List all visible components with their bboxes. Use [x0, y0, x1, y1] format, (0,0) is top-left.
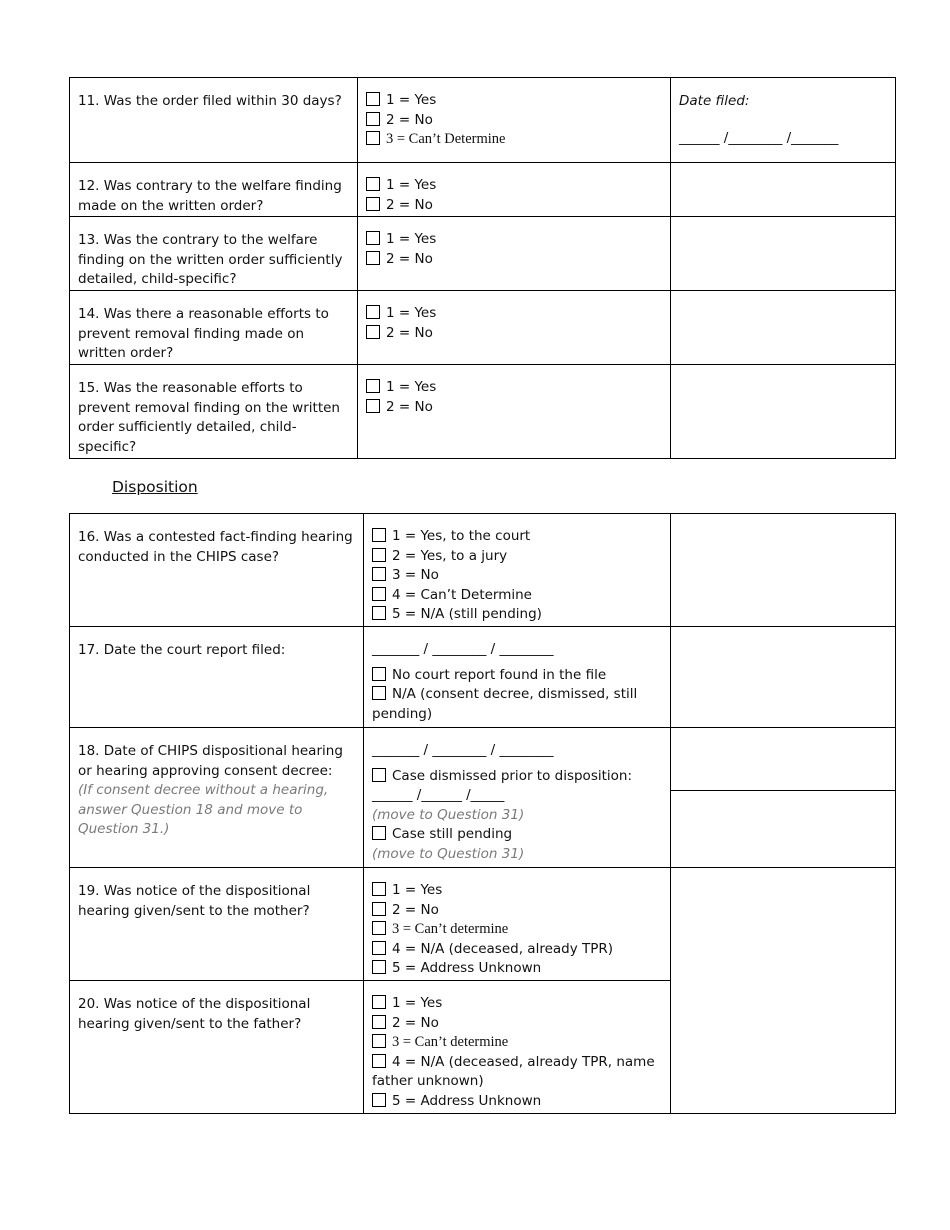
- answer-options: [364, 514, 670, 625]
- date-field[interactable]: _______ / ________ / ________: [372, 641, 554, 657]
- option-cant-determine[interactable]: 3 = Can’t Determine: [366, 130, 666, 150]
- option-no-report[interactable]: No court report found in the file: [372, 666, 666, 686]
- option-no[interactable]: 3 = No: [372, 566, 666, 586]
- option-yes[interactable]: 1 = Yes: [366, 378, 666, 398]
- checkbox[interactable]: [372, 587, 386, 601]
- notes-cell[interactable]: [671, 514, 896, 627]
- question-text: 17. Date the court report filed:: [78, 642, 286, 658]
- notes-cell[interactable]: [671, 868, 896, 1114]
- checkbox[interactable]: [366, 231, 380, 245]
- checkbox[interactable]: [366, 112, 380, 126]
- question-text: 18. Date of CHIPS dispositional hearing or hearing approving consent decree:: [78, 743, 343, 779]
- checkbox[interactable]: [366, 379, 380, 393]
- option-yes[interactable]: 1 = Yes: [366, 91, 666, 111]
- question-text-block: [70, 728, 363, 840]
- option-yes-court[interactable]: 1 = Yes, to the court: [372, 527, 666, 547]
- checkbox[interactable]: [366, 92, 380, 106]
- answer-options: [364, 868, 670, 979]
- option-na[interactable]: 4 = N/A (deceased, already TPR): [372, 940, 666, 960]
- checkbox[interactable]: [366, 325, 380, 339]
- notes-cell[interactable]: [671, 627, 896, 728]
- checkbox[interactable]: [372, 667, 386, 681]
- checkbox[interactable]: [366, 305, 380, 319]
- answer-options: [358, 163, 670, 215]
- option-cant-determine[interactable]: 3 = Can’t determine: [372, 920, 666, 940]
- option-no[interactable]: 2 = No: [366, 250, 666, 270]
- option-address-unknown[interactable]: 5 = Address Unknown: [372, 1092, 666, 1112]
- checkbox[interactable]: [366, 197, 380, 211]
- option-case-dismissed[interactable]: Case dismissed prior to disposition:: [372, 767, 666, 787]
- question-row-18: [70, 728, 896, 868]
- answer-options: [364, 728, 670, 865]
- option-no[interactable]: 2 = No: [366, 398, 666, 418]
- answer-options: [358, 291, 670, 343]
- checkbox[interactable]: [372, 768, 386, 782]
- option-cant-determine[interactable]: 4 = Can’t Determine: [372, 586, 666, 606]
- question-text: 11. Was the order filed within 30 days?: [78, 93, 342, 109]
- checkbox[interactable]: [372, 1054, 386, 1068]
- option-na[interactable]: 5 = N/A (still pending): [372, 605, 666, 625]
- checkbox[interactable]: [372, 902, 386, 916]
- dismissed-date-field[interactable]: ______ /______ /_____: [372, 787, 505, 804]
- section-heading-disposition: Disposition: [112, 478, 198, 496]
- answer-options: [358, 78, 670, 150]
- date-filed-field[interactable]: ______ /________ /_______: [679, 130, 839, 146]
- question-row-12: [70, 163, 896, 217]
- notes-cell[interactable]: [671, 163, 896, 217]
- question-row-14: [70, 291, 896, 365]
- move-note: (move to Question 31): [372, 806, 525, 823]
- questions-table-1: [69, 77, 896, 459]
- question-row-15: [70, 365, 896, 459]
- option-case-pending[interactable]: Case still pending: [372, 825, 666, 845]
- checkbox[interactable]: [372, 826, 386, 840]
- notes-cell[interactable]: [671, 217, 896, 291]
- option-no[interactable]: 2 = No: [372, 1014, 666, 1034]
- question-row-17: [70, 627, 896, 728]
- answer-options: [358, 365, 670, 417]
- option-yes[interactable]: 1 = Yes: [366, 176, 666, 196]
- checkbox[interactable]: [372, 1015, 386, 1029]
- checkbox[interactable]: [372, 1034, 386, 1048]
- answer-options: [358, 217, 670, 269]
- question-text: 13. Was the contrary to the welfare finding on the written order sufficiently detailed, child-specific?: [78, 232, 343, 288]
- checkbox[interactable]: [372, 941, 386, 955]
- checkbox[interactable]: [372, 921, 386, 935]
- question-text: 15. Was the reasonable efforts to prevent removal finding on the written order sufficiently detailed, child-specific?: [78, 380, 340, 455]
- checkbox[interactable]: [372, 882, 386, 896]
- question-row-13: [70, 217, 896, 291]
- question-note: (If consent decree without a hearing, answer Question 18 and move to Question 31.): [78, 782, 329, 838]
- option-address-unknown[interactable]: 5 = Address Unknown: [372, 959, 666, 979]
- notes-cell[interactable]: [671, 291, 896, 365]
- move-note: (move to Question 31): [372, 845, 525, 862]
- checkbox[interactable]: [366, 399, 380, 413]
- notes-cell[interactable]: [671, 365, 896, 459]
- option-no[interactable]: 2 = No: [366, 196, 666, 216]
- notes-cell-upper[interactable]: [671, 728, 895, 791]
- option-yes-jury[interactable]: 2 = Yes, to a jury: [372, 547, 666, 567]
- option-na[interactable]: 4 = N/A (deceased, already TPR, name father unknown): [372, 1053, 655, 1090]
- date-filed: [671, 78, 895, 148]
- checkbox[interactable]: [372, 686, 386, 700]
- checkbox[interactable]: [372, 606, 386, 620]
- option-cant-determine[interactable]: 3 = Can’t determine: [372, 1033, 666, 1053]
- checkbox[interactable]: [372, 1093, 386, 1107]
- question-text: 20. Was notice of the dispositional hearing given/sent to the father?: [78, 996, 311, 1032]
- option-na[interactable]: N/A (consent decree, dismissed, still pending): [372, 686, 638, 722]
- checkbox[interactable]: [372, 960, 386, 974]
- checkbox[interactable]: [372, 995, 386, 1009]
- date-field[interactable]: _______ / ________ / ________: [372, 742, 554, 758]
- question-text: 19. Was notice of the dispositional hearing given/sent to the mother?: [78, 883, 311, 919]
- answer-options: [364, 627, 670, 724]
- option-yes[interactable]: 1 = Yes: [366, 230, 666, 250]
- question-row-11: [70, 78, 896, 163]
- question-row-19: [70, 868, 896, 981]
- option-no[interactable]: 2 = No: [366, 111, 666, 131]
- checkbox[interactable]: [372, 548, 386, 562]
- checkbox[interactable]: [366, 251, 380, 265]
- checkbox[interactable]: [372, 567, 386, 581]
- checkbox[interactable]: [372, 528, 386, 542]
- checkbox[interactable]: [366, 131, 380, 145]
- date-filed-label: Date filed:: [679, 93, 750, 109]
- question-text: 14. Was there a reasonable efforts to prevent removal finding made on written order?: [78, 306, 329, 362]
- question-row-16: [70, 514, 896, 627]
- option-yes[interactable]: 1 = Yes: [372, 881, 666, 901]
- checkbox[interactable]: [366, 177, 380, 191]
- option-yes[interactable]: 1 = Yes: [366, 304, 666, 324]
- questions-table-2: [69, 513, 896, 1114]
- question-text: 16. Was a contested fact-finding hearing conducted in the CHIPS case?: [78, 529, 353, 565]
- option-no[interactable]: 2 = No: [372, 901, 666, 921]
- option-no[interactable]: 2 = No: [366, 324, 666, 344]
- option-yes[interactable]: 1 = Yes: [372, 994, 666, 1014]
- question-text: 12. Was contrary to the welfare finding made on the written order?: [78, 178, 342, 214]
- answer-options: [364, 981, 670, 1112]
